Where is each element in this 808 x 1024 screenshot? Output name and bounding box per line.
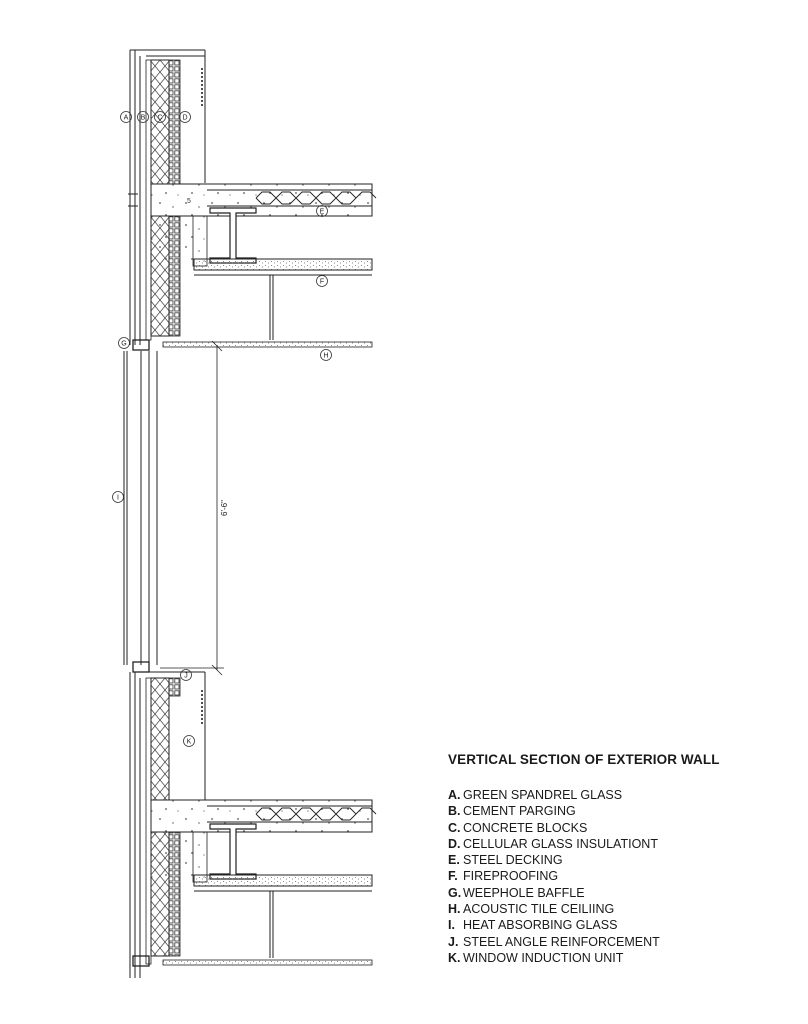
svg-text:I: I: [117, 494, 119, 502]
upper-spandrel: [128, 50, 376, 347]
legend-item-k: K. WINDOW INDUCTION UNIT: [448, 950, 624, 965]
svg-text:D: D: [182, 114, 188, 122]
legend-item-a: A. GREEN SPANDREL GLASS: [448, 788, 623, 802]
svg-text:B: B: [140, 114, 146, 122]
tag-g: [119, 338, 130, 349]
legend-item-h: H. ACOUSTIC TILE CEILIING: [448, 902, 615, 917]
svg-text:E: E: [319, 208, 325, 216]
svg-text:A: A: [123, 114, 129, 122]
legend-item-g: G. WEEPHOLE BAFFLE: [448, 885, 585, 900]
legend-item-e: E. STEEL DECKING: [448, 853, 563, 868]
slab-mark: 5: [187, 198, 191, 205]
tag-b: [138, 112, 149, 123]
window-glass: [124, 340, 224, 675]
tag-j: [181, 670, 192, 681]
svg-text:K: K: [186, 738, 192, 746]
legend-item-d: D. CELLULAR GLASS INSULATIONT: [448, 836, 658, 851]
tag-f: [317, 276, 328, 287]
tag-k: [184, 736, 195, 747]
legend-item-j: J. STEEL ANGLE REINFORCEMENT: [448, 934, 660, 949]
legend-item-f: F. FIREPROOFING: [448, 869, 559, 884]
tag-h: [321, 350, 332, 361]
dimension-label: 6'-6": [220, 500, 229, 516]
svg-text:F: F: [319, 278, 325, 286]
legend-item-c: C. CONCRETE BLOCKS: [448, 820, 588, 835]
legend-item-b: B. CEMENT PARGING: [448, 804, 576, 819]
legend-list: [448, 787, 660, 966]
svg-text:G: G: [121, 340, 127, 348]
svg-text:H: H: [323, 352, 329, 360]
svg-text:C: C: [157, 114, 163, 122]
legend-title: VERTICAL SECTION OF EXTERIOR WALL: [448, 752, 720, 767]
tag-i: [113, 492, 124, 503]
svg-text:J: J: [184, 672, 188, 680]
tag-d: [180, 112, 191, 123]
lower-spandrel: [130, 672, 376, 978]
legend-item-i: I. HEAT ABSORBING GLASS: [448, 918, 618, 933]
